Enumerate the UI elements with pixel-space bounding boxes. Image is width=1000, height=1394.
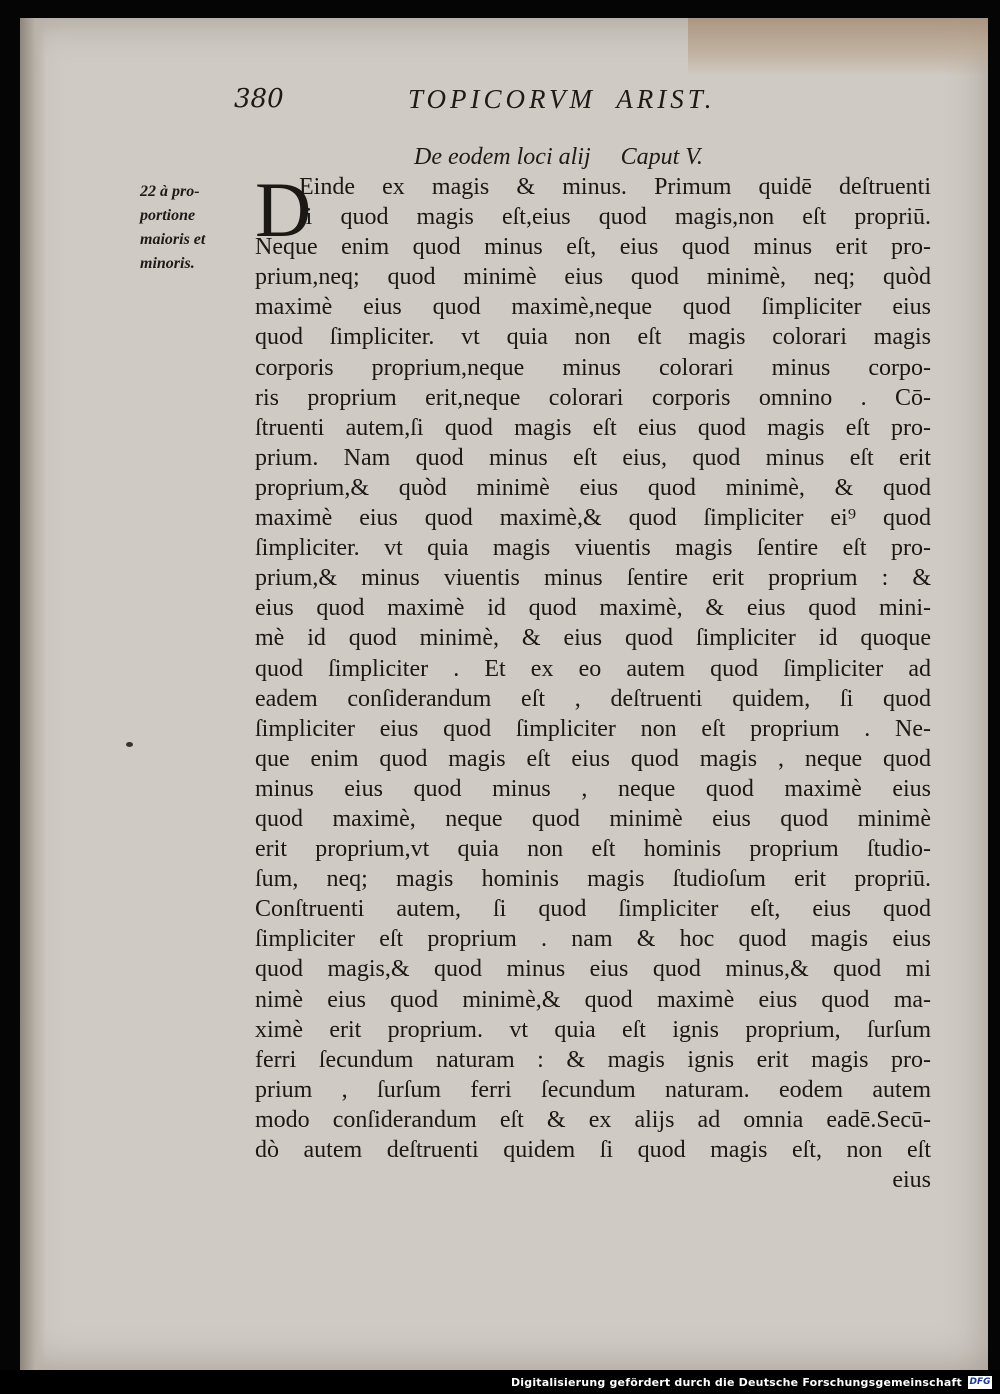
page-gutter-shadow — [20, 18, 46, 1370]
margin-note-line: minoris. — [140, 255, 195, 272]
page-stain — [688, 18, 988, 76]
text-line: ximè erit proprium. vt quia eſt ignis proprium, ſurſum — [255, 1016, 931, 1043]
text-line: prium , ſurſum ferri ſecundum naturam. eodem autem — [255, 1076, 931, 1103]
running-title-work: TOPICORVM — [408, 84, 597, 114]
text-line: dò autem deſtruenti quidem ſi quod magis eſt, non eſt — [255, 1137, 931, 1163]
text-line: ſimpliciter. vt quia magis viuentis magis ſentire eſt pro- — [255, 535, 931, 562]
body-text — [255, 166, 931, 1195]
text-line: maximè eius quod maximè,& quod ſimpliciter ei⁹ quod — [255, 505, 931, 532]
text-line: prium. Nam quod minus eſt eius, quod minus eſt erit — [255, 444, 931, 471]
text-line: prium,neq; quod minimè eius quod minimè, neq; quòd — [255, 264, 931, 291]
text-line: que enim quod magis eſt eius quod magis , neque quod — [255, 745, 931, 772]
text-line: minus eius quod minus , neque quod maximè eius — [255, 775, 931, 802]
text-line: eius quod maximè id quod maximè, & eius quod mini- — [255, 595, 931, 622]
text-line: Conſtruenti autem, ſi quod ſimpliciter eſt, eius quod — [255, 896, 931, 923]
margin-note-line: 22 à pro- — [140, 183, 200, 200]
running-head — [234, 84, 794, 124]
footer-credit: Digitalisierung gefördert durch die Deutsche Forschungsgemeinschaft — [510, 1376, 962, 1389]
footer-bar — [0, 1370, 1000, 1394]
text-line: quod ſimpliciter. vt quia non eſt magis colorari magis — [255, 324, 931, 351]
text-line: corporis proprium,neque minus colorari minus corpo- — [255, 354, 931, 381]
text-line: ſimpliciter eius quod ſimpliciter non eſt proprium . Ne- — [255, 715, 931, 742]
text-line: ſum, neq; magis hominis magis ſtudioſum erit propriū. — [255, 866, 931, 893]
text-line: maximè eius quod maximè,neque quod ſimpliciter eius — [255, 294, 931, 321]
chapter-heading — [414, 144, 814, 171]
dfg-logo: DFG — [969, 1377, 991, 1387]
text-line: quod magis,& quod minus eius quod minus,& quod mi — [255, 956, 931, 983]
text-line: Einde ex magis & minus. Primum quidē deſtruenti — [299, 174, 931, 200]
margin-note-line: maioris et — [140, 231, 206, 248]
text-line: ſtruenti autem,ſi quod magis eſt eius quod magis eſt pro- — [255, 414, 931, 441]
catchword: eius — [892, 1167, 931, 1194]
chapter-title: De eodem loci alij — [414, 144, 591, 170]
running-title — [408, 84, 716, 115]
text-line: quod ſimpliciter . Et ex eo autem quod ſimpliciter ad — [255, 655, 931, 682]
text-line: ſi quod magis eſt,eius quod magis,non eſt propriū. — [299, 204, 931, 231]
text-line: modo conſiderandum eſt & ex alijs ad omnia eadē.Secū- — [255, 1106, 931, 1133]
text-line: mè id quod minimè, & eius quod ſimpliciter id quoque — [255, 625, 931, 652]
text-line: nimè eius quod minimè,& quod maximè eius quod ma- — [255, 986, 931, 1013]
text-line: quod maximè, neque quod minimè eius quod minimè — [255, 805, 931, 832]
text-line: prium,& minus viuentis minus ſentire erit proprium : & — [255, 565, 931, 592]
text-line: ſimpliciter eſt proprium . nam & hoc quod magis eius — [255, 926, 931, 953]
margin-note — [140, 180, 260, 276]
text-line: ris proprium erit,neque colorari corporis omnino . Cō- — [255, 384, 931, 411]
running-title-author: ARIST. — [616, 84, 716, 114]
text-line: eadem conſiderandum eſt , deſtruenti quidem, ſi quod — [255, 685, 931, 712]
text-line: erit proprium,vt quia non eſt hominis proprium ſtudio- — [255, 836, 931, 863]
margin-note-line: portione — [140, 207, 196, 224]
page-number: 380 — [234, 84, 284, 114]
drop-cap: D — [255, 166, 312, 253]
chapter-number: Caput V. — [620, 144, 703, 170]
text-line: Neque enim quod minus eſt, eius quod minus erit pro- — [255, 234, 931, 261]
text-line: proprium,& quòd minimè eius quod minimè, & quod — [255, 474, 931, 501]
ink-spot — [126, 742, 133, 747]
text-line: ferri ſecundum naturam : & magis ignis erit magis pro- — [255, 1046, 931, 1073]
